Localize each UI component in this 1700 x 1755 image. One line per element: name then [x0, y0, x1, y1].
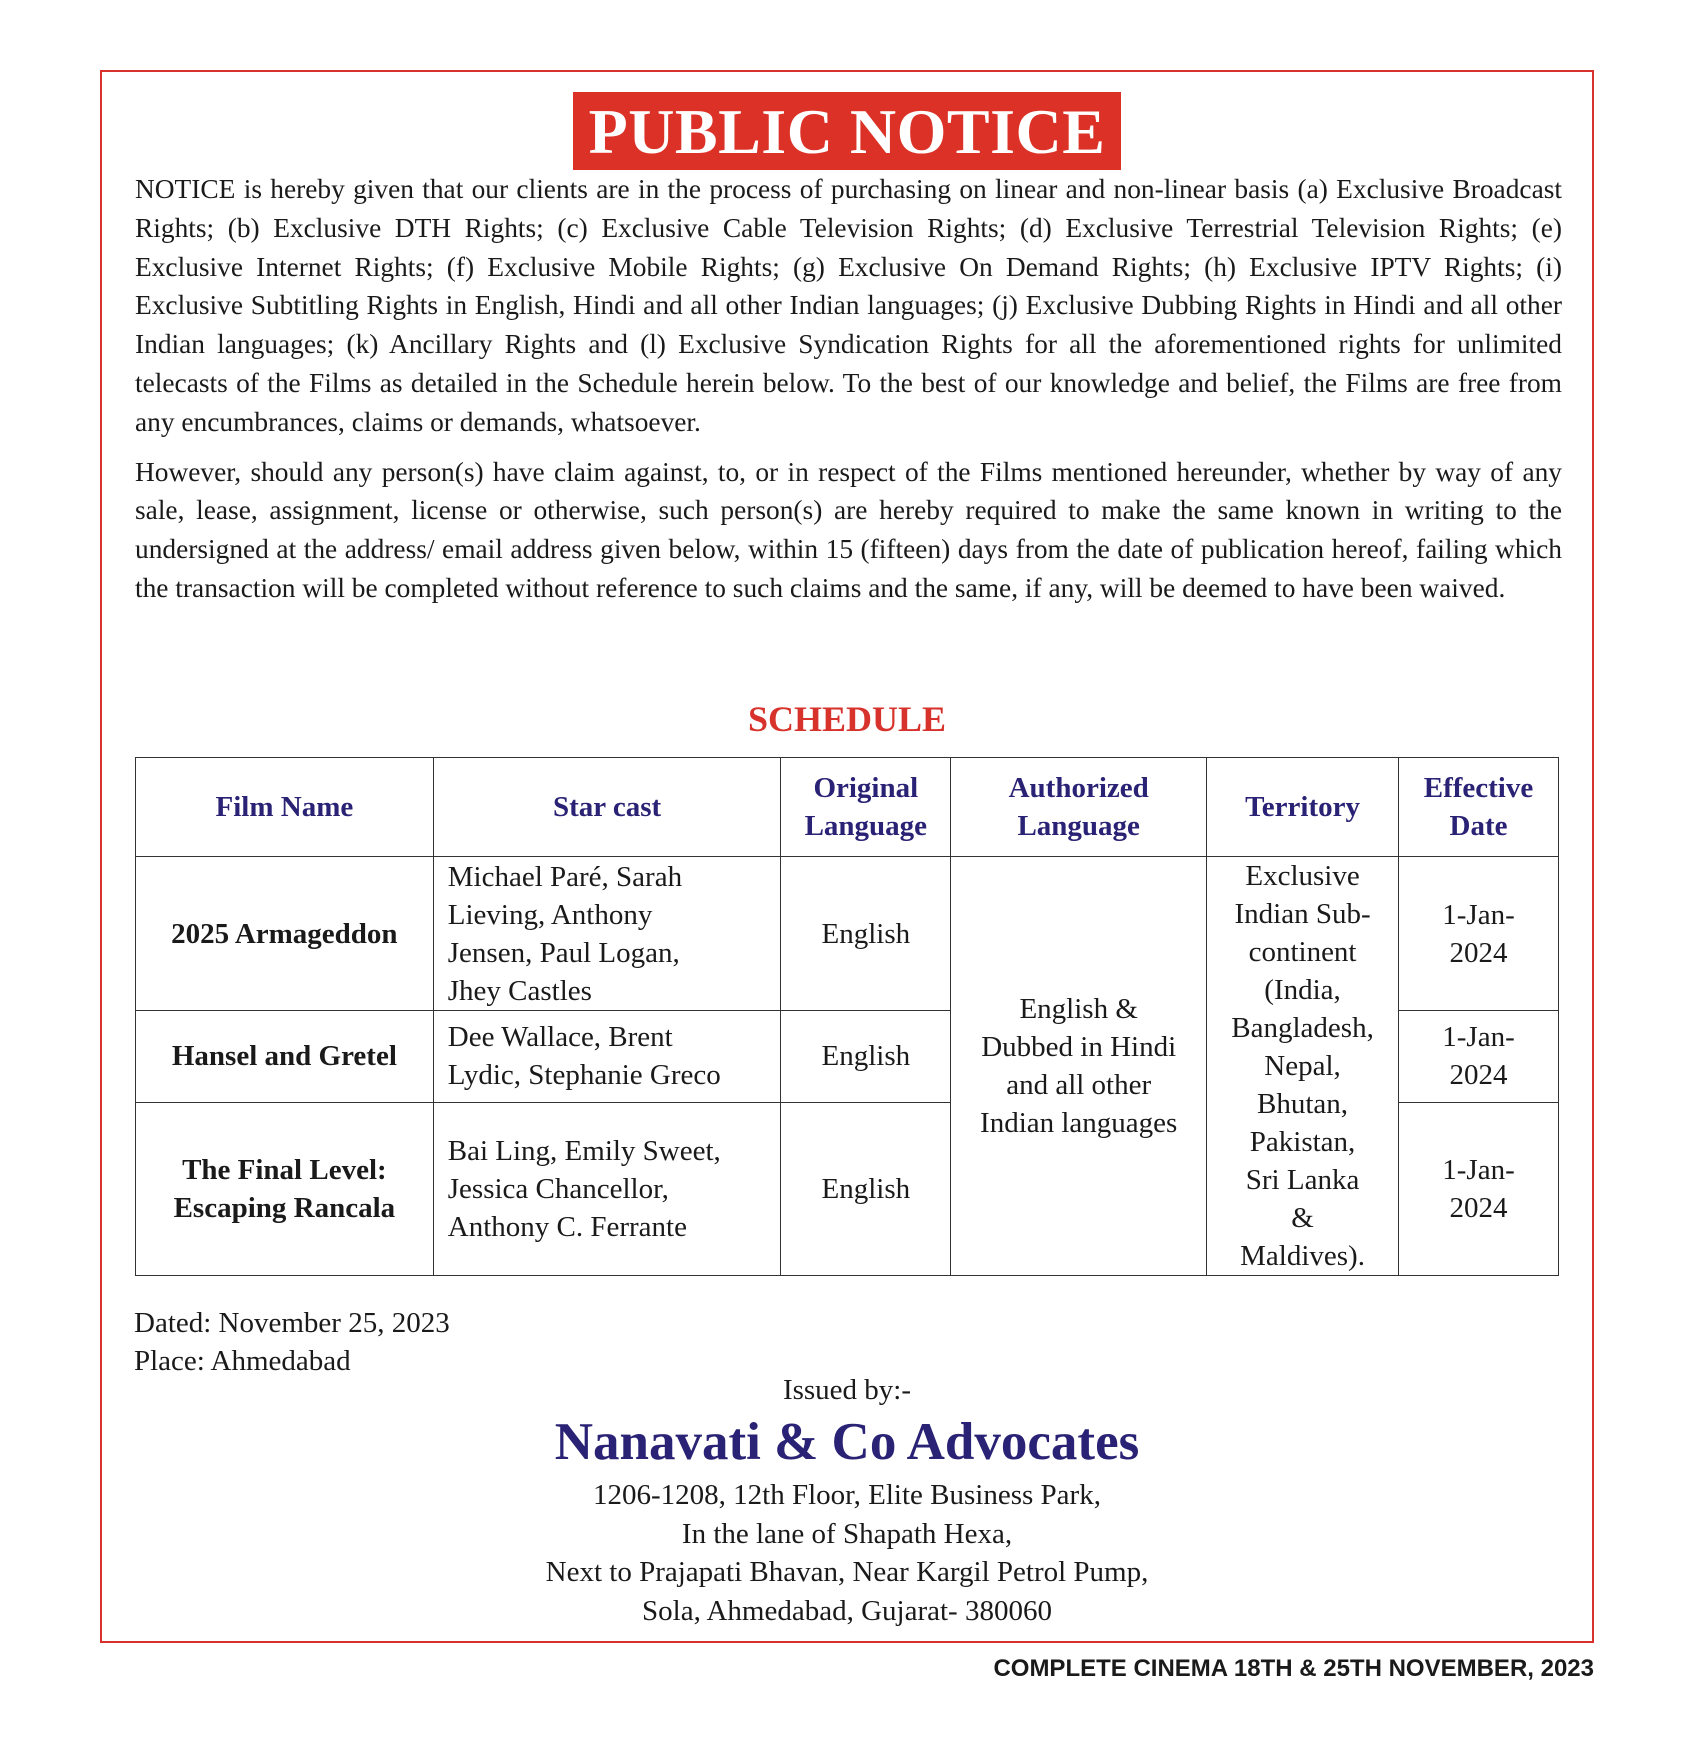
film-name-cell: Hansel and Gretel — [136, 1011, 434, 1103]
issuer-block — [102, 1372, 1592, 1630]
schedule-title: SCHEDULE — [747, 699, 947, 739]
address-line: Next to Prajapati Bhavan, Near Kargil Petrol Pump, — [545, 1556, 1149, 1588]
film-name-cell: 2025 Armageddon — [136, 857, 434, 1011]
notice-paragraph-1: NOTICE is hereby given that our clients are in the process of purchasing on linear and non-linear basis (a) Exclusive Broadcast Rights; (b) Exclusive DTH Rights; (c) Exclusive Cable Television Rights; (d) Exclusive Terrestrial Television Rights; (e) Exclusive Internet Rights; (f) Exclusive Mobile Rights; (g) Exclusive On Demand Rights; (h) Exclusive IPTV Rights; (i) Exclusive Subtitling Rights in English, Hindi and all other Indian languages; (j) Exclusive Dubbing Rights in Hindi and all other Indian languages; (k) Ancillary Rights and (l) Exclusive Syndication Rights for all the aforementioned rights for unlimited telecasts of the Films as detailed in the Schedule herein below. To the best of our knowledge and belief, the Films are free from any encumbrances, claims or demands, whatsoever. — [135, 174, 1562, 437]
notice-frame — [100, 70, 1594, 1643]
star-cast-cell: Dee Wallace, Brent Lydic, Stephanie Greco — [433, 1011, 781, 1103]
publication-line: COMPLETE CINEMA 18TH & 25TH NOVEMBER, 2023 — [993, 1655, 1594, 1682]
header-territory: Territory — [1207, 758, 1399, 857]
notice-body — [135, 170, 1562, 608]
header-film-name: Film Name — [136, 758, 434, 857]
header-authorized-language: Authorized Language — [951, 758, 1207, 857]
star-cast-cell: Michael Paré, Sarah Lieving, Anthony Jensen, Paul Logan, Jhey Castles — [433, 857, 781, 1011]
effective-date-cell: 1-Jan- 2024 — [1399, 1011, 1559, 1103]
authorized-language-cell: English & Dubbed in Hindi and all other Indian languages — [951, 857, 1207, 1276]
dated-line: Dated: November 25, 2023 — [134, 1307, 450, 1339]
header-effective-date: Effective Date — [1399, 758, 1559, 857]
firm-name: Nanavati & Co Advocates — [554, 1413, 1140, 1471]
original-language-cell: English — [781, 1011, 951, 1103]
territory-cell: Exclusive Indian Sub- continent (India, Bangladesh, Nepal, Bhutan, Pakistan, Sri Lanka & Maldives). — [1207, 857, 1399, 1276]
original-language-cell: English — [781, 857, 951, 1011]
title-wrap — [102, 92, 1592, 170]
notice-paragraph-2: However, should any person(s) have claim against, to, or in respect of the Films mentioned hereunder, whether by way of any sale, lease, assignment, license or otherwise, such person(s) are hereby required to make the same known in writing to the undersigned at the address/ email address given below, within 15 (fifteen) days from the date of publication hereof, failing which the transaction will be completed without reference to such claims and the same, if any, will be deemed to have been waived. — [135, 456, 1562, 603]
address-line: 1206-1208, 12th Floor, Elite Business Park, — [593, 1479, 1101, 1511]
place-line: Place: Ahmedabad — [134, 1345, 351, 1377]
notice-footer — [134, 1304, 450, 1380]
header-star-cast: Star cast — [433, 758, 781, 857]
issued-by-label: Issued by:- — [782, 1374, 912, 1406]
effective-date-cell: 1-Jan- 2024 — [1399, 1102, 1559, 1275]
table-row — [136, 857, 1559, 1011]
effective-date-cell: 1-Jan- 2024 — [1399, 857, 1559, 1011]
original-language-cell: English — [781, 1102, 951, 1275]
header-original-language: Original Language — [781, 758, 951, 857]
star-cast-cell: Bai Ling, Emily Sweet, Jessica Chancellor, Anthony C. Ferrante — [433, 1102, 781, 1275]
notice-title: PUBLIC NOTICE — [573, 92, 1122, 170]
table-header-row — [136, 758, 1559, 857]
address-line: Sola, Ahmedabad, Gujarat- 380060 — [642, 1594, 1052, 1627]
address-line: In the lane of Shapath Hexa, — [681, 1517, 1013, 1550]
schedule-table — [135, 757, 1559, 1276]
film-name-cell: The Final Level: Escaping Rancala — [136, 1102, 434, 1275]
